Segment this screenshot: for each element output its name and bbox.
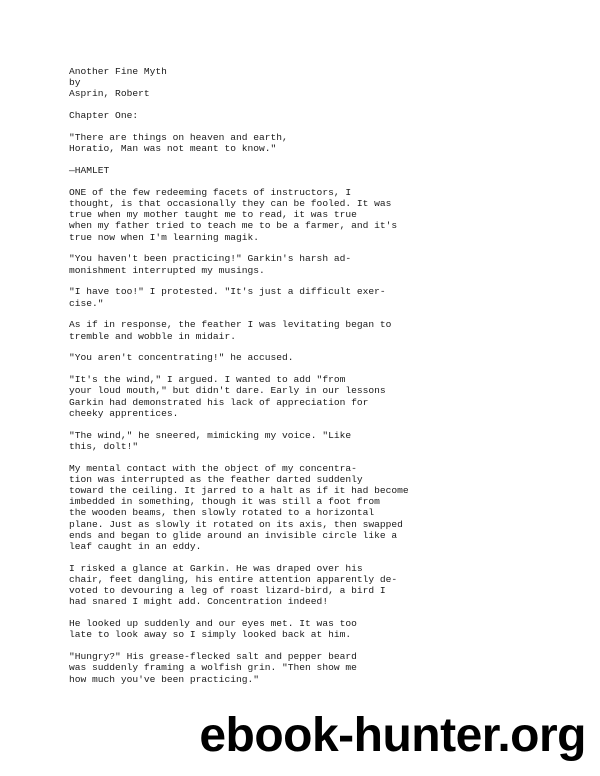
paragraph: "It's the wind," I argued. I wanted to add "from your loud mouth," but didn't dare. Early in our lessons Garkin had demonstrated his lack of appreciation for cheeky apprentices. [69,374,386,419]
epigraph: "There are things on heaven and earth, Horatio, Man was not meant to know." [69,132,288,155]
chapter-heading: Chapter One: [69,110,139,122]
paragraph: "Hungry?" His grease-flecked salt and pepper beard was suddenly framing a wolfish grin. "Then show me how much you've been practicing." [69,651,357,685]
paragraph: I risked a glance at Garkin. He was draped over his chair, feet dangling, his entire attention apparently de- voted to devouring a leg of roast lizard-bird, a bird I had snared I might add. Concentration indeed! [69,562,398,608]
paragraph: "I have too!" I protested. "It's just a difficult exer- cise." [69,286,386,309]
paragraph: "The wind," he sneered, mimicking my voice. "Like this, dolt!" [69,429,352,452]
book-title: Another Fine Myth [69,66,167,77]
by-line: by [69,77,81,89]
paragraph: "You haven't been practicing!" Garkin's harsh ad- monishment interrupted my musings. [69,253,352,276]
header-block [69,66,589,100]
paragraph: He looked up suddenly and our eyes met. It was too late to look away so I simply looked back at him. [69,618,357,641]
paragraph: My mental contact with the object of my concentra- tion was interrupted as the feather darted suddenly toward the ceiling. It jarred to a halt as if it had become imbedded in something, though it was still a foot from the wooden beams, then slowly rotated to a horizontal plane. Just as slowly it rotated on its axis, then swapped ends and began to glide around an invisible circle like a leaf caught in an eddy. [69,462,409,553]
paragraph: "You aren't concentrating!" he accused. [69,352,294,364]
document-body [69,66,589,695]
watermark: ebook-hunter.org [199,709,586,762]
paragraph: As if in response, the feather I was levitating began to tremble and wobble in midair. [69,319,392,342]
paragraph: ONE of the few redeeming facets of instructors, I thought, is that occasionally they can be fooled. It was true when my mother taught me to read, it was true when my father tried to teach me to be a farmer, and it's true now when I'm learning magik. [69,186,398,243]
author-name: Asprin, Robert [69,88,150,100]
epigraph-source: —HAMLET [69,165,110,176]
